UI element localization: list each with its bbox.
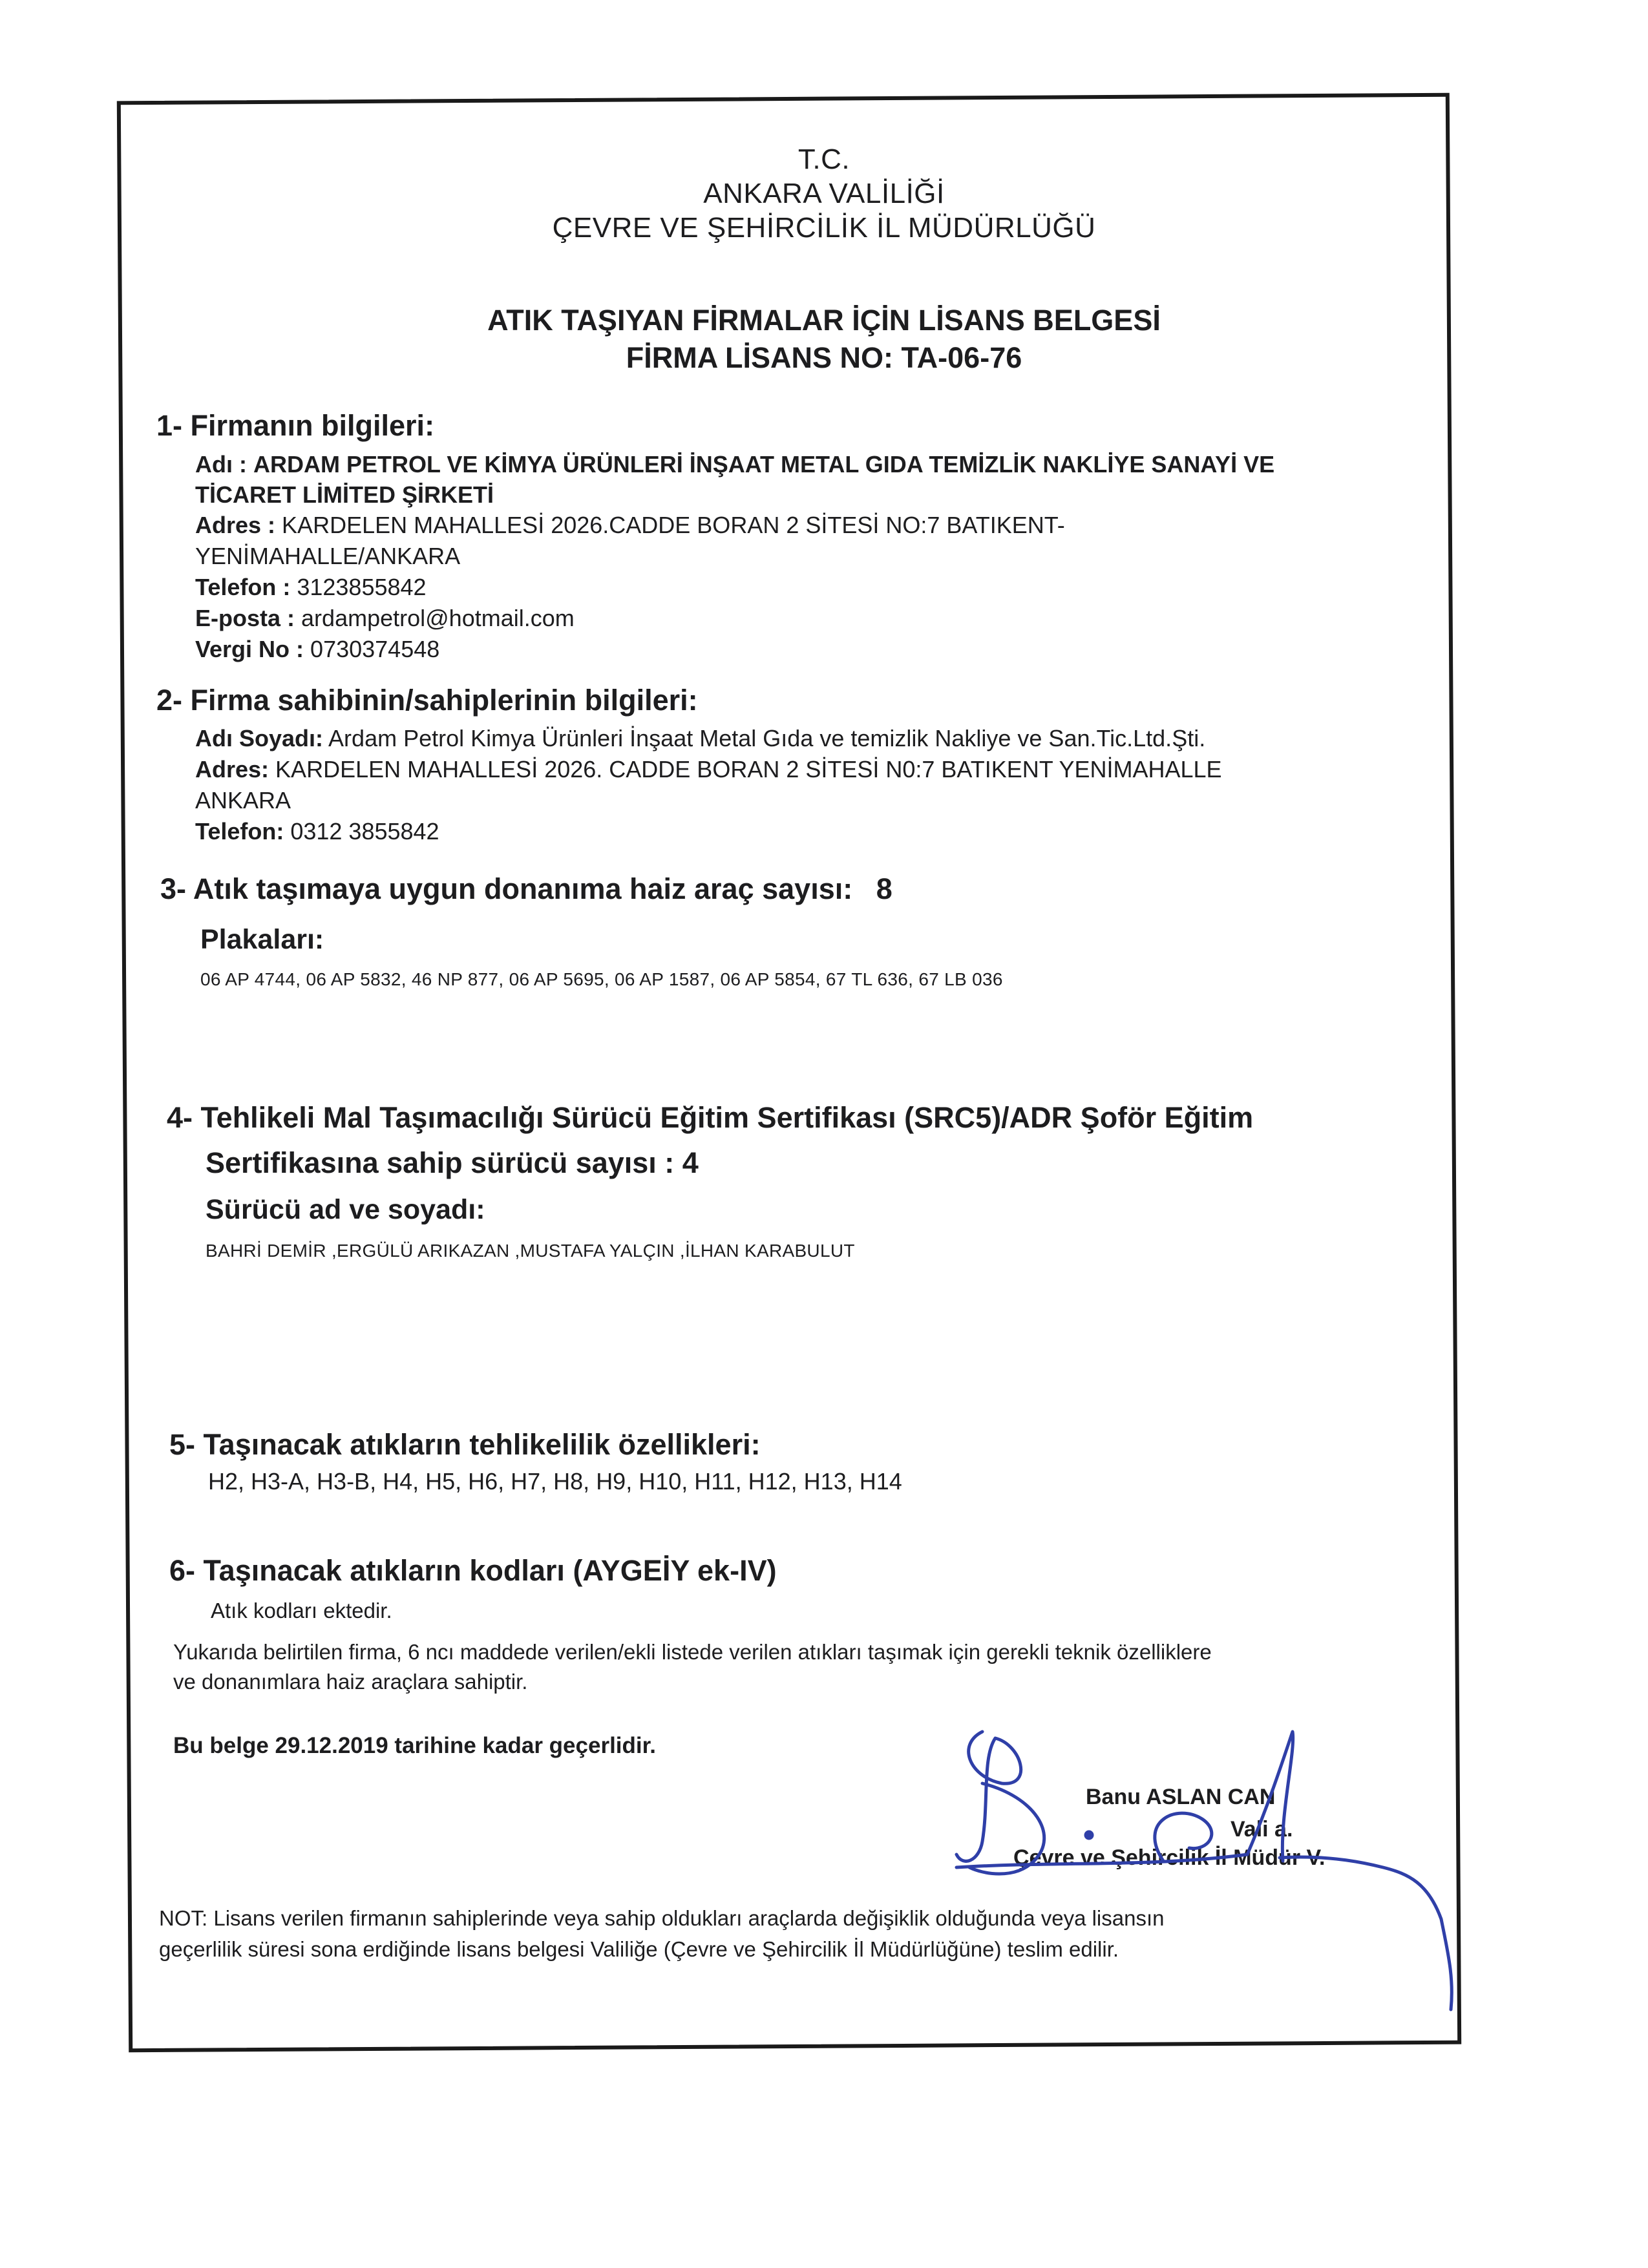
owner-phone-label: Telefon: — [195, 818, 284, 845]
company-phone-row — [195, 574, 427, 601]
section5-heading: 5- Taşınacak atıkların tehlikelilik özellikleri: — [169, 1428, 761, 1461]
owner-address-value: KARDELEN MAHALLESİ 2026. CADDE BORAN 2 SİTESİ N0:7 BATIKENT YENİMAHALLE — [275, 756, 1222, 782]
owner-address-row — [195, 756, 1222, 783]
company-name-row — [195, 451, 1274, 478]
company-email-row — [195, 605, 575, 632]
company-address-row — [195, 512, 1065, 539]
hazard-properties: H2, H3-A, H3-B, H4, H5, H6, H7, H8, H9, H10, H11, H12, H13, H14 — [208, 1468, 902, 1495]
section4-heading: 4- Tehlikeli Mal Taşımacılığı Sürücü Eğitim Sertifikası (SRC5)/ADR Şoför Eğitim — [167, 1101, 1254, 1134]
plates-list: 06 AP 4744, 06 AP 5832, 46 NP 877, 06 AP 5695, 06 AP 1587, 06 AP 5854, 67 TL 636, 67 LB 036 — [200, 969, 1003, 989]
company-address-label: Adres : — [195, 512, 276, 538]
section2-heading: 2- Firma sahibinin/sahiplerinin bilgileri: — [156, 684, 698, 717]
company-address-value: KARDELEN MAHALLESİ 2026.CADDE BORAN 2 SİTESİ NO:7 BATIKENT- — [282, 512, 1065, 538]
owner-name-label: Adı Soyadı: — [195, 725, 324, 751]
signatory-role1: Vali a. — [1231, 1817, 1293, 1842]
vehicle-count: 8 — [876, 872, 893, 905]
license-number: FİRMA LİSANS NO: TA-06-76 — [626, 341, 1022, 374]
company-tax-value: 0730374548 — [310, 636, 440, 662]
signatory-role2: Çevre ve Şehircilik İl Müdür V. — [1013, 1845, 1326, 1870]
company-email-label: E-posta : — [195, 605, 295, 631]
footer-note-line2: geçerlilik süresi sona erdiğinde lisans belgesi Valiliğe (Çevre ve Şehircilik İl Müdürlüğüne) teslim edilir. — [159, 1937, 1119, 1961]
owner-address-cont: ANKARA — [195, 787, 291, 814]
company-address-cont: YENİMAHALLE/ANKARA — [195, 543, 461, 569]
waste-codes-note: Atık kodları ektedir. — [211, 1599, 392, 1622]
header-directorate: ÇEVRE VE ŞEHİRCİLİK İL MÜDÜRLÜĞÜ — [552, 212, 1096, 244]
owner-name-row — [195, 725, 1205, 752]
company-tax-label: Vergi No : — [195, 636, 304, 662]
drivers-list: BAHRİ DEMİR ,ERGÜLÜ ARIKAZAN ,MUSTAFA YALÇIN ,İLHAN KARABULUT — [206, 1241, 855, 1261]
company-tax-row — [195, 636, 439, 663]
handwritten-signature — [944, 1706, 1512, 2029]
header-tc: T.C. — [798, 143, 850, 175]
drivers-label: Sürücü ad ve soyadı: — [206, 1194, 485, 1225]
header-governorship: ANKARA VALİLİĞİ — [703, 178, 945, 209]
company-name-cont: TİCARET LİMİTED ŞİRKETİ — [195, 481, 494, 508]
owner-name-value: Ardam Petrol Kimya Ürünleri İnşaat Metal Gıda ve temizlik Nakliye ve San.Tic.Ltd.Şti. — [328, 725, 1206, 751]
footer-note-line1: NOT: Lisans verilen firmanın sahiplerinde veya sahip oldukları araçlarda değişiklik olduğunda veya lisansın — [159, 1906, 1165, 1930]
statement-line1: Yukarıda belirtilen firma, 6 ncı maddede verilen/ekli listede verilen atıkları taşımak için gerekli teknik özelliklere — [173, 1640, 1212, 1664]
section3-heading — [160, 872, 893, 906]
section3-heading-text: 3- Atık taşımaya uygun donanıma haiz araç sayısı: — [160, 872, 853, 905]
company-name-value: ARDAM PETROL VE KİMYA ÜRÜNLERİ İNŞAAT METAL GIDA TEMİZLİK NAKLİYE SANAYİ VE — [253, 451, 1275, 478]
company-email-value: ardampetrol@hotmail.com — [301, 605, 575, 631]
owner-address-label: Adres: — [195, 756, 269, 782]
document-title: ATIK TAŞIYAN FİRMALAR İÇİN LİSANS BELGESİ — [487, 304, 1161, 337]
company-phone-label: Telefon : — [195, 574, 291, 600]
section6-heading: 6- Taşınacak atıkların kodları (AYGEİY ek-IV) — [169, 1554, 777, 1587]
section4-heading-cont: Sertifikasına sahip sürücü sayısı : 4 — [206, 1146, 699, 1179]
section1-heading: 1- Firmanın bilgileri: — [156, 409, 435, 442]
statement-line2: ve donanımlara haiz araçlara sahiptir. — [173, 1670, 528, 1694]
signatory-name: Banu ASLAN CAN — [1086, 1785, 1276, 1809]
owner-phone-row — [195, 818, 439, 845]
company-phone-value: 3123855842 — [297, 574, 427, 600]
plates-label: Plakaları: — [200, 924, 324, 955]
validity-date: Bu belge 29.12.2019 tarihine kadar geçerlidir. — [173, 1733, 657, 1758]
company-name-label: Adı : — [195, 451, 247, 478]
owner-phone-value: 0312 3855842 — [290, 818, 439, 845]
